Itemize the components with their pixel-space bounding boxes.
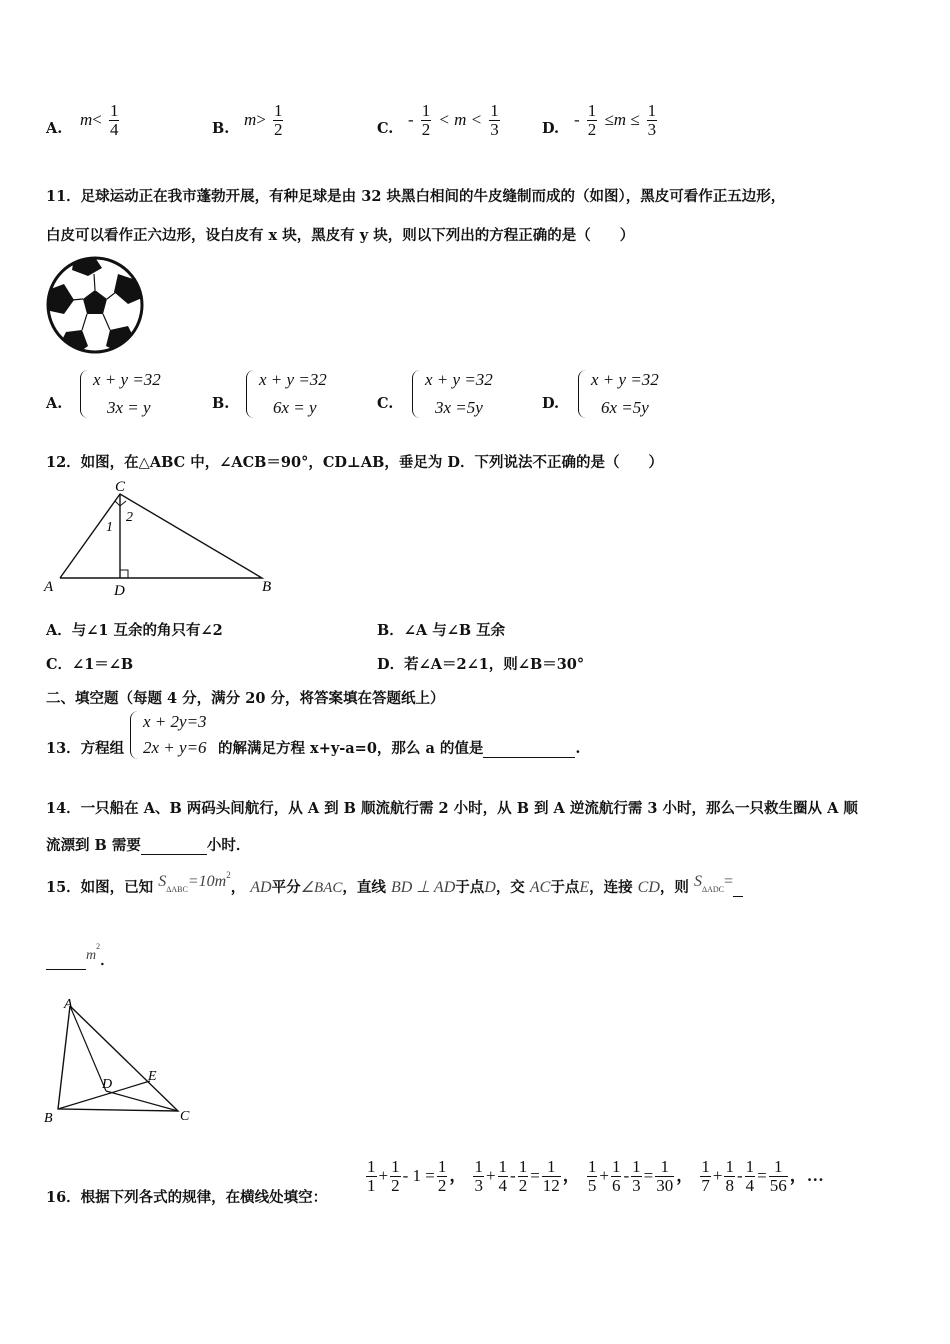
q14-answer-blank[interactable] [141, 840, 207, 855]
q16-item-1: $\frac{1}{1}$ + $\frac{1}{2}$ - 1 = $\frac{1}{2}$ ， [367, 1157, 467, 1195]
label-a: A [44, 579, 54, 595]
q11-option-c-system: x + y =32 3x =5y [412, 366, 493, 422]
q15-answer-blank[interactable] [46, 955, 86, 970]
q11-option-a-system: x + y =32 3x = y [80, 366, 161, 422]
q10-option-d-expr: - $\frac{1}{2}$ ≤m ≤ $\frac{1}{3}$ [574, 101, 657, 139]
q10-option-b[interactable]: B. [212, 120, 230, 137]
q10-options [46, 100, 926, 150]
section-fill-in-title: 二、填空题（每题 4 分，满分 20 分，将答案填在答题纸上） [46, 690, 445, 707]
label-angle-2: 2 [126, 510, 133, 525]
q10-option-b-expr: m> $\frac{1}{2}$ [244, 101, 283, 139]
label-c: C [115, 479, 126, 495]
q11-option-a[interactable]: A. [46, 395, 63, 412]
triangle-abc [60, 494, 262, 578]
q10-option-d[interactable]: D. [542, 120, 560, 137]
label-e: E [148, 1069, 157, 1084]
label-d: D [102, 1077, 113, 1092]
q11-option-d-system: x + y =32 6x =5y [578, 366, 659, 422]
triangle-abc [58, 1006, 178, 1111]
q14-line1: 14．一只船在 A、B 两码头间航行，从 A 到 B 顺流航行需 2 小时，从 B 到 A 逆流航行需 3 小时，那么一只救生圈从 A 顺 [46, 800, 858, 817]
q16-pattern [364, 1158, 824, 1195]
q12-stem: 12．如图，在△ABC 中，∠ACB＝90°，CD⊥AB，垂足为 D．下列说法不正确的是（ ） [46, 454, 663, 471]
q15-stem: 15．如图，已知 $S\Delta ABC=10m^2$， AD平分∠BAC，直线 BD ⊥ AD于点D，交 AC于点E，连接 CD，则 SΔADC= [46, 870, 743, 897]
q15-answer-blank-start[interactable] [733, 884, 743, 897]
q10-option-a-expr: m< $\frac{1}{4}$ [80, 101, 119, 139]
label-d: D [114, 583, 125, 599]
q15-stem-line2: $m^2$． [46, 942, 115, 970]
triangle-bisector-figure [40, 994, 200, 1126]
q12-option-c[interactable]: C．∠1＝∠B [46, 656, 134, 673]
q12-option-b[interactable]: B．∠A 与∠B 互余 [377, 622, 506, 639]
label-b: B [262, 579, 272, 595]
q11-option-d[interactable]: D. [542, 395, 560, 412]
label-c: C [180, 1109, 190, 1124]
q11-stem-line2: 白皮可以看作正六边形，设白皮有 x 块，黑皮有 y 块，则以下列出的方程正确的是（ ） [46, 227, 635, 244]
q14-line2: 流漂到 B 需要 小时． [46, 837, 251, 854]
q13-prefix: 13．方程组 [46, 740, 125, 757]
q16-item-4: $\frac{1}{7}$ + $\frac{1}{8}$ - $\frac{1}{4}$ = $\frac{1}{56}$ ，… [701, 1157, 824, 1195]
q13-system: x + 2y=3 2x + y=6 [130, 709, 207, 761]
q12-option-d[interactable]: D．若∠A＝2∠1，则∠B＝30° [377, 656, 585, 673]
q11-option-c[interactable]: C. [377, 395, 394, 412]
segment-ad [70, 1006, 106, 1091]
q11-option-b-system: x + y =32 6x = y [246, 366, 327, 422]
q13-stem: 的解满足方程 x+y-a=0，那么 a 的值是 . [218, 740, 581, 757]
q10-option-c-expr: - $\frac{1}{2}$ < m < $\frac{1}{3}$ [408, 101, 499, 139]
label-b: B [44, 1111, 53, 1126]
q12-option-a[interactable]: A．与∠1 互余的角只有∠2 [46, 622, 223, 639]
triangle-abc-figure [40, 477, 280, 599]
q16-item-2: $\frac{1}{3}$ + $\frac{1}{4}$ - $\frac{1}{2}$ = $\frac{1}{12}$ ， [474, 1157, 580, 1195]
label-a: A [64, 997, 73, 1012]
q16-prefix: 16．根据下列各式的规律，在横线处填空： [46, 1189, 328, 1206]
q11-stem-line1: 11．足球运动正在我市蓬勃开展，有种足球是由 32 块黑白相间的牛皮缝制而成的（如图），黑皮可看作正五边形， [46, 188, 786, 205]
q11-options [46, 364, 846, 422]
q13-answer-blank[interactable] [483, 743, 575, 758]
label-angle-1: 1 [106, 520, 113, 535]
q10-option-c[interactable]: C. [377, 120, 394, 137]
soccer-ball-figure [44, 254, 146, 356]
q10-option-a[interactable]: A. [46, 120, 63, 137]
q11-option-b[interactable]: B. [212, 395, 230, 412]
right-angle-mark-d [120, 570, 128, 578]
q16-item-3: $\frac{1}{5}$ + $\frac{1}{6}$ - $\frac{1}{3}$ = $\frac{1}{30}$ ， [587, 1157, 694, 1195]
